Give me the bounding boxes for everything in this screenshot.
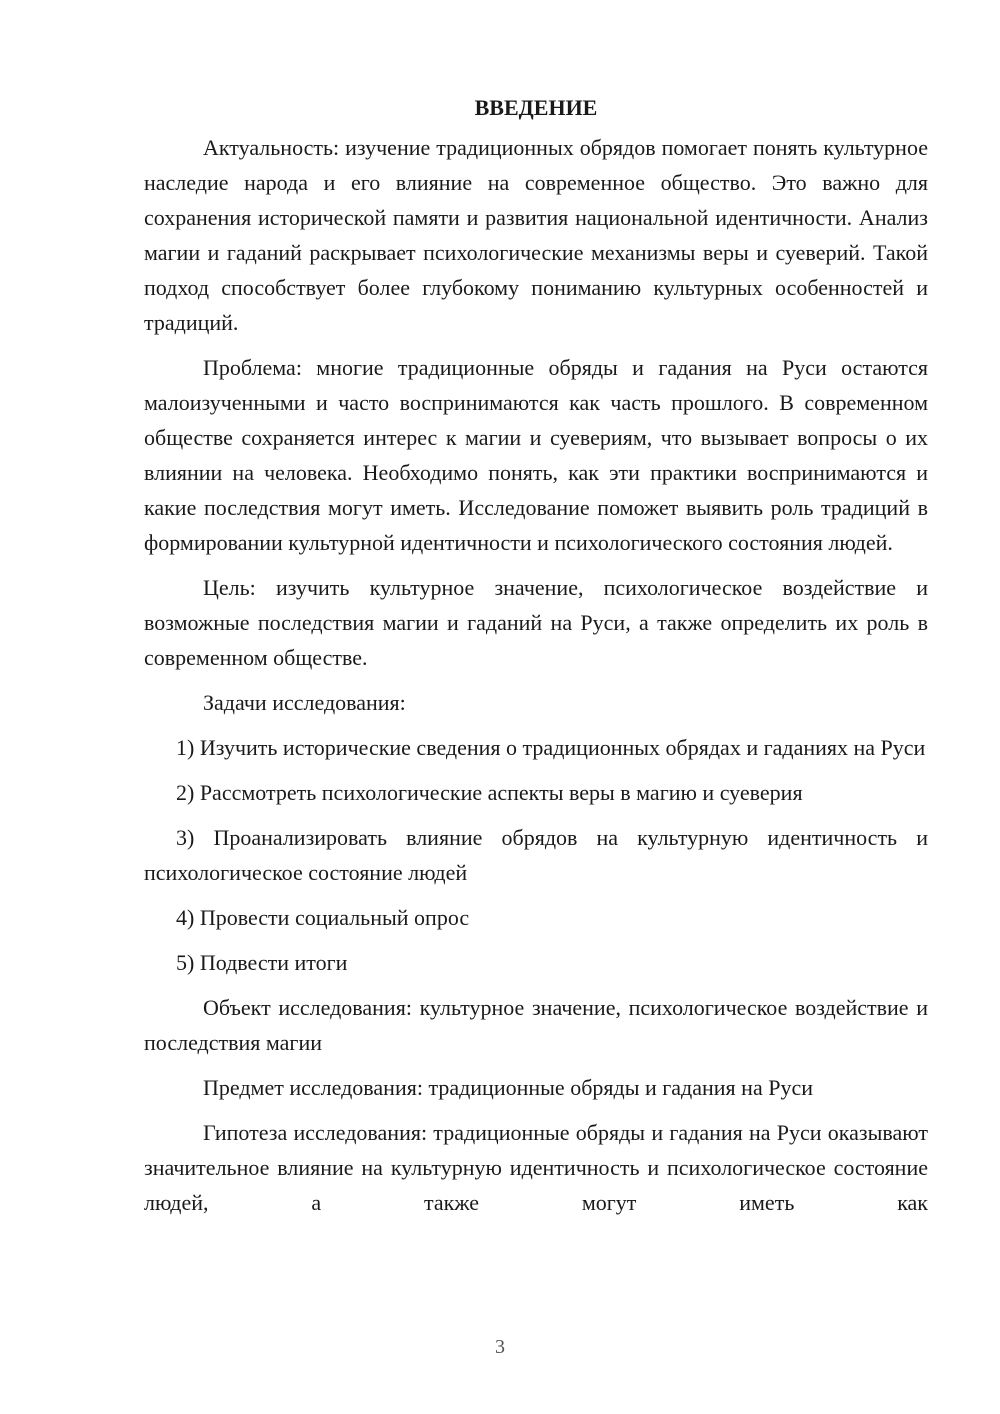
- task-item-5: 5) Подвести итоги: [176, 950, 348, 975]
- relevance-paragraph: Актуальность: изучение традиционных обрядов помогает понять культурное наследие народа и его влияние на современное общество. Это важно для сохранения исторической памяти и развития национальной идентичности. Анализ магии и гаданий раскрывает психологические механизмы веры и суеверий. Такой подход способствует более глубокому пониманию культурных особенностей и традиций.: [144, 135, 928, 335]
- task-item-2: 2) Рассмотреть психологические аспекты веры в магию и суеверия: [176, 780, 803, 805]
- task-item-4: 4) Провести социальный опрос: [176, 905, 470, 930]
- task-item-3: 3) Проанализировать влияние обрядов на культурную идентичность и психологическое состояние людей: [144, 825, 928, 885]
- object-paragraph: Объект исследования: культурное значение, психологическое воздействие и последствия магии: [144, 995, 928, 1055]
- task-item-1: 1) Изучить исторические сведения о традиционных обрядах и гаданиях на Руси: [176, 735, 926, 760]
- tasks-heading: Задачи исследования:: [203, 690, 406, 715]
- hypothesis-paragraph: Гипотеза исследования: традиционные обряды и гадания на Руси оказывают значительное влияние на культурную идентичность и психологическое состояние людей, а также могут иметь как: [144, 1120, 928, 1215]
- goal-paragraph: Цель: изучить культурное значение, психологическое воздействие и возможные последствия магии и гаданий на Руси, а также определить их роль в современном обществе.: [144, 575, 928, 670]
- section-title: ВВЕДЕНИЕ: [474, 95, 598, 120]
- problem-paragraph: Проблема: многие традиционные обряды и гадания на Руси остаются малоизученными и часто воспринимаются как часть прошлого. В современном обществе сохраняется интерес к магии и суевериям, что вызывает вопросы о их влиянии на человека. Необходимо понять, как эти практики воспринимаются и какие последствия могут иметь. Исследование поможет выявить роль традиций в формировании культурной идентичности и психологического состояния людей.: [144, 355, 928, 555]
- subject-paragraph: Предмет исследования: традиционные обряды и гадания на Руси: [203, 1075, 813, 1100]
- page-number: 3: [495, 1336, 505, 1358]
- page-content: [144, 90, 928, 1220]
